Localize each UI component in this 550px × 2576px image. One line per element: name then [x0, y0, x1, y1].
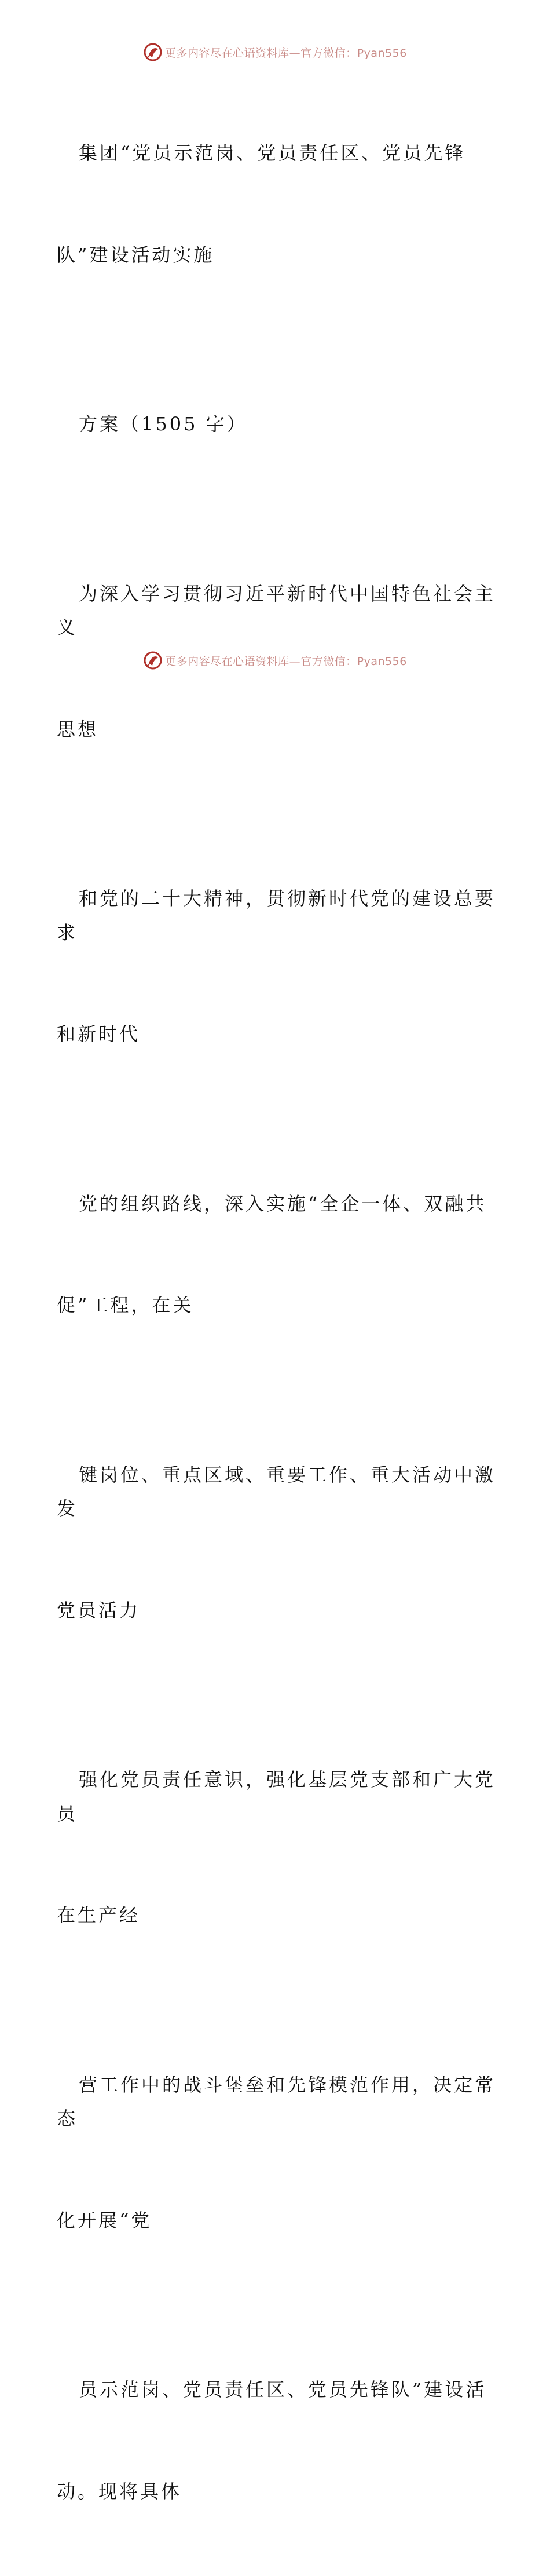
body-paragraph	[57, 2305, 503, 2576]
body-paragraph	[57, 2000, 503, 2305]
text-line: 动。现将具体	[57, 2480, 182, 2502]
text-line: 在生产经	[57, 1904, 141, 1926]
text-line: 键岗位、重点区域、重要工作、重大活动中激发	[57, 1463, 496, 1519]
text-line: 为深入学习贯彻习近平新时代中国特色社会主义	[57, 582, 496, 638]
body-paragraph	[57, 1119, 503, 1390]
text-line: 强化党员责任意识，强化基层党支部和广大党员	[57, 1769, 496, 1825]
text-line: 集团“党员示范岗、党员责任区、党员先锋	[79, 142, 466, 164]
text-line: 党的组织路线，深入实施“全企一体、双融共	[79, 1192, 487, 1215]
text-line: 促”工程，在关	[57, 1294, 194, 1316]
watermark-text: 更多内容尽在心语资料库—官方微信：Pyan556	[165, 46, 407, 60]
seal-logo-icon	[143, 42, 163, 62]
title-paragraph	[57, 68, 503, 339]
text-line: 队”建设活动实施	[57, 243, 215, 266]
text-line: 党员活力	[57, 1599, 141, 1621]
body-paragraph	[57, 1390, 503, 1696]
text-line: 思想	[57, 718, 99, 740]
header-watermark	[0, 41, 550, 64]
footer-watermark	[0, 649, 550, 672]
text-line: 营工作中的战斗堡垒和先锋模范作用，决定常态	[57, 2073, 496, 2129]
body-paragraph	[57, 814, 503, 1119]
text-line: 化开展“党	[57, 2209, 152, 2231]
text-line: 员示范岗、党员责任区、党员先锋队”建设活	[79, 2378, 487, 2400]
watermark-text: 更多内容尽在心语资料库—官方微信：Pyan556	[165, 655, 407, 668]
title-subline	[57, 339, 503, 509]
seal-logo-icon	[143, 651, 163, 670]
body-paragraph	[57, 1695, 503, 2000]
text-line: 和党的二十大精神，贯彻新时代党的建设总要求	[57, 887, 496, 944]
text-line: 和新时代	[57, 1023, 141, 1045]
text-line: 方案（1505 字）	[79, 413, 248, 435]
document-body	[57, 68, 503, 2576]
